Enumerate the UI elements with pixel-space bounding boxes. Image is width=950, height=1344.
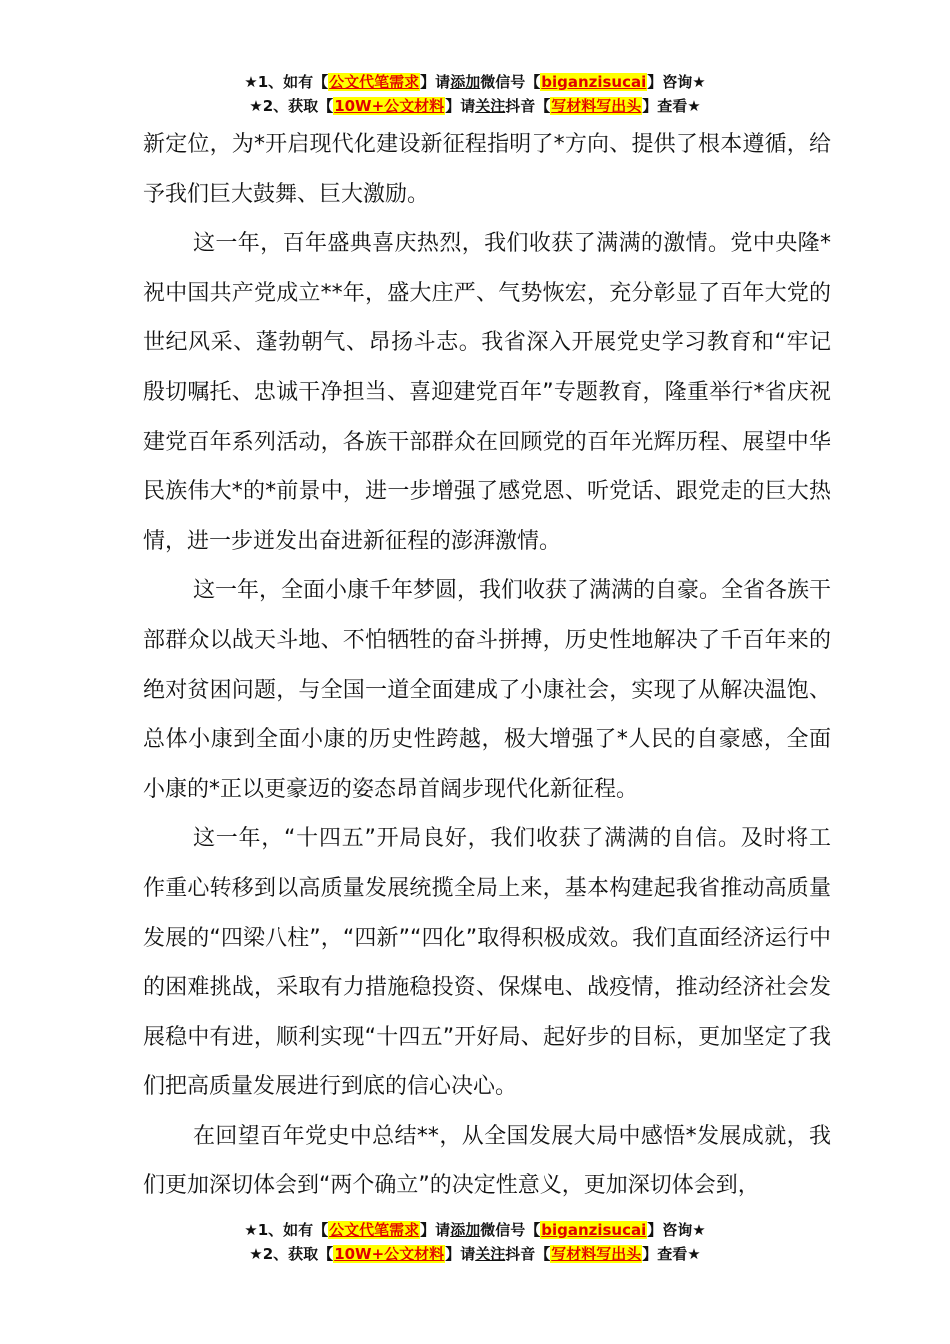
paragraph: 这一年，全面小康千年梦圆，我们收获了满满的自豪。全省各族干部群众以战天斗地、不怕牺牲的奋斗拼搏，历史性地解决了千百年来的绝对贫困问题，与全国一道全面建成了小康社会，实现了从解决温饱、总体小康到全面小康的历史性跨越，极大增强了*人民的自豪感，全面小康的*正以更豪迈的姿态昂首阔步现代化新征程。 (143, 578, 832, 802)
paragraph: 在回望百年党史中总结**，从全国发展大局中感悟*发展成就，我们更加深切体会到“两个确立”的决定性意义，更加深切体会到， (143, 1123, 831, 1199)
highlight-douyin: 写材料写出头 (551, 1245, 642, 1263)
highlight-service: 公文代笔需求 (329, 73, 420, 91)
paragraph: 新定位，为*开启现代化建设新征程指明了*方向、提供了根本遵循，给予我们巨大鼓舞、巨大激励。 (143, 132, 831, 207)
banner-line-2: ★2、获取【10W+公文材料】请关注抖音【写材料写出头】查看★ (249, 97, 701, 115)
highlight-materials: 10W+公文材料 (334, 97, 445, 115)
banner-line-1: ★1、如有【公文代笔需求】请添加微信号【biganzisucai】咨询★ (244, 73, 706, 91)
bottom-banner (0, 1218, 950, 1266)
highlight-service: 公文代笔需求 (329, 1221, 420, 1239)
highlight-douyin: 写材料写出头 (551, 97, 642, 115)
paragraph: 这一年，“十四五”开局良好，我们收获了满满的自信。及时将工作重心转移到以高质量发展统揽全局上来，基本构建起我省推动高质量发展的“四梁八柱”，“四新”“四化”取得积极成效。我们直面经济运行中的困难挑战，采取有力措施稳投资、保煤电、战疫情，推动经济社会发展稳中有进，顺利实现“十四五”开好局、起好步的目标，更加坚定了我们把高质量发展进行到底的信心决心。 (143, 826, 831, 1100)
banner-line-1: ★1、如有【公文代笔需求】请添加微信号【biganzisucai】咨询★ (244, 1221, 706, 1239)
highlight-wechat-id: biganzisucai (541, 73, 647, 91)
document-body (143, 120, 831, 1211)
paragraph: 这一年，百年盛典喜庆热烈，我们收获了满满的激情。党中央隆*祝中国共产党成立**年，盛大庄严、气势恢宏，充分彰显了百年大党的世纪风采、蓬勃朝气、昂扬斗志。我省深入开展党史学习教育和“牢记殷切嘱托、忠诚干净担当、喜迎建党百年”专题教育，隆重举行*省庆祝建党百年系列活动，各族干部群众在回顾党的百年光辉历程、展望中华民族伟大*的*前景中，进一步增强了感党恩、听党话、跟党走的巨大热情，进一步迸发出奋进新征程的澎湃激情。 (143, 231, 831, 554)
highlight-wechat-id: biganzisucai (541, 1221, 647, 1239)
top-banner (0, 70, 950, 118)
banner-line-2: ★2、获取【10W+公文材料】请关注抖音【写材料写出头】查看★ (249, 1245, 701, 1263)
highlight-materials: 10W+公文材料 (334, 1245, 445, 1263)
